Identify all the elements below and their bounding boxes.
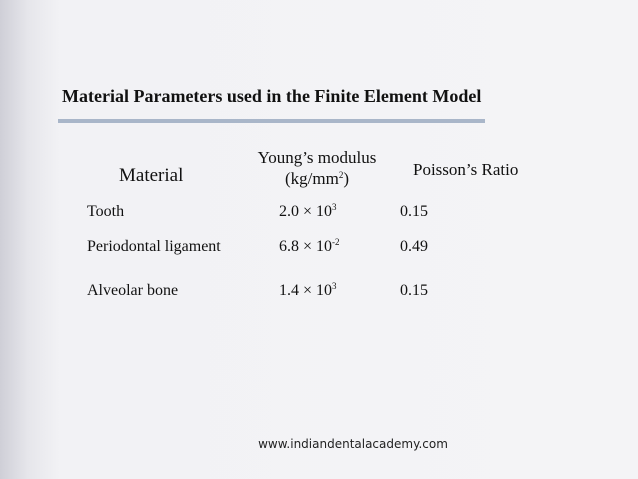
row-bone-material: Alveolar bone	[87, 282, 179, 299]
header-youngs-modulus-line1: Young’s modulus	[257, 148, 377, 167]
header-material: Material	[119, 165, 184, 186]
row-pdl-youngs-modulus: $6.8 \times 10^{-2}$	[279, 237, 340, 255]
row-tooth-poisson: 0.15	[400, 203, 428, 220]
header-youngs-modulus-unit: $(kg/mm^2)$	[284, 169, 349, 188]
header-youngs-modulus	[251, 147, 383, 189]
row-tooth-material: Tooth	[87, 203, 125, 220]
title-underline	[58, 119, 485, 123]
header-poissons-ratio: Poisson’s Ratio	[413, 160, 519, 179]
footer-url: www.indiandentalacademy.com	[258, 437, 448, 451]
row-pdl-poisson: 0.49	[400, 238, 428, 255]
row-pdl-material: Periodontal ligament	[87, 238, 221, 255]
row-tooth-youngs-modulus: $2.0 \times 10^3$	[279, 202, 337, 220]
row-bone-poisson: 0.15	[400, 282, 428, 299]
row-bone-youngs-modulus: $1.4 \times 10^3$	[279, 281, 337, 299]
slide-title: Material Parameters used in the Finite Element Model	[62, 86, 482, 106]
